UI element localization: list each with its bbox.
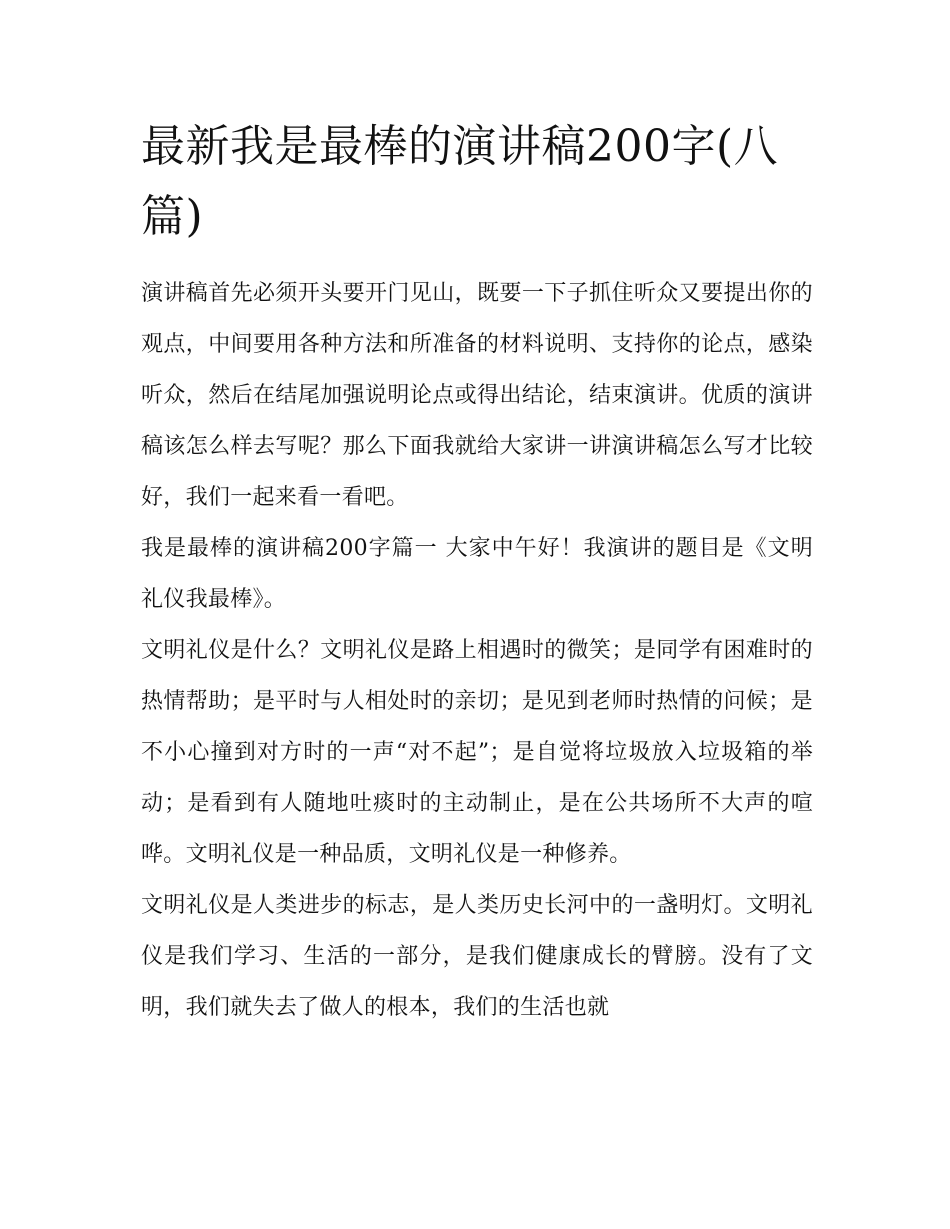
etiquette-importance-paragraph: 文明礼仪是人类进步的标志，是人类历史长河中的一盏明灯。文明礼仪是我们学习、生活的一部分，是我们健康成长的臂膀。没有了文明，我们就失去了做人的根本，我们的生活也就 [141,893,813,1020]
speech-heading-paragraph: 我是最棒的演讲稿200字篇一 大家中午好！我演讲的题目是《文明礼仪我最棒》。 [141,536,813,612]
intro-paragraph: 演讲稿首先必须开头要开门见山，既要一下子抓住听众又要提出你的观点，中间要用各种方法和所准备的材料说明、支持你的论点，感染听众，然后在结尾加强说明论点或得出结论，结束演讲。优质的演讲稿该怎么样去写呢？那么下面我就给大家讲一讲演讲稿怎么写才比较好，我们一起来看一看吧。 [141,281,813,510]
etiquette-definition-paragraph: 文明礼仪是什么？文明礼仪是路上相遇时的微笑；是同学有困难时的热情帮助；是平时与人相处时的亲切；是见到老师时热情的问候；是不小心撞到对方时的一声“对不起”；是自觉将垃圾放入垃圾箱的举动；是看到有人随地吐痰时的主动制止，是在公共场所不大声的喧哗。文明礼仪是一种品质，文明礼仪是一种修养。 [141,638,813,867]
document-body [141,112,813,1033]
document-title: 最新我是最棒的演讲稿200字(八篇) [141,121,779,242]
